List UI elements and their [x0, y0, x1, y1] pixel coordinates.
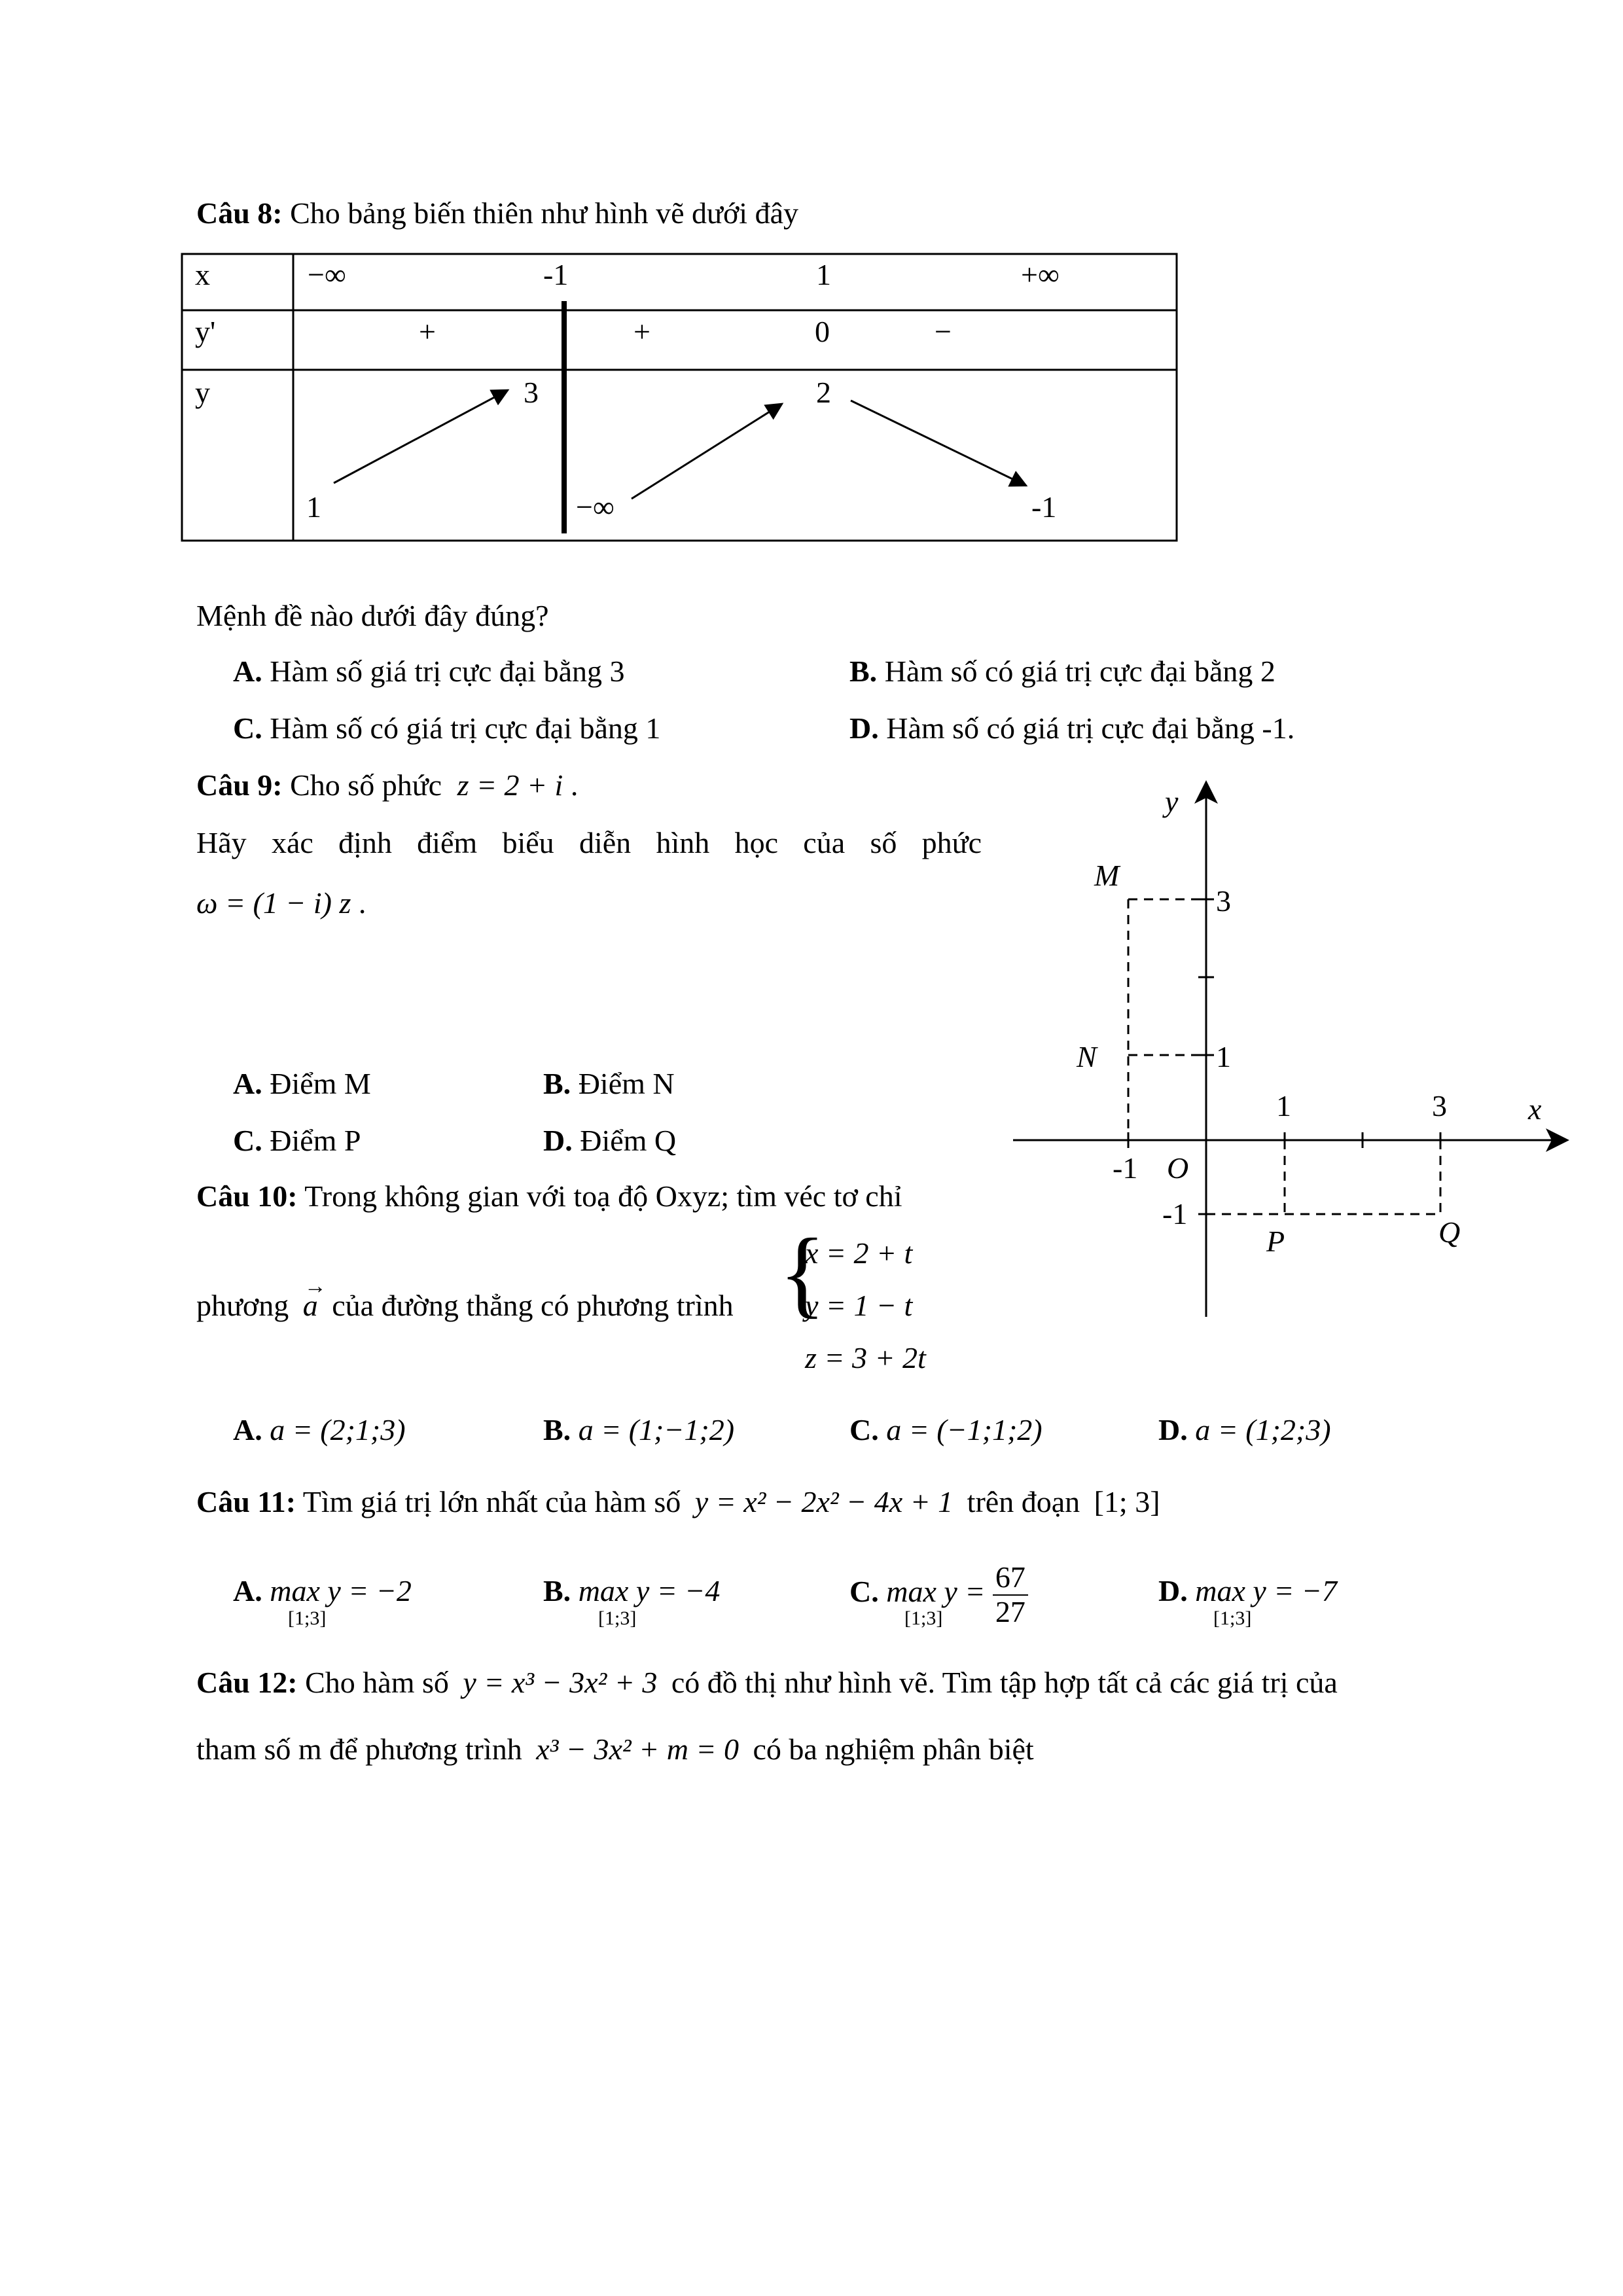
row-y-label: y [195, 376, 210, 409]
point-M-label: M [1094, 859, 1120, 892]
option-text: Điểm Q [580, 1124, 677, 1157]
option-max: max [270, 1574, 320, 1607]
option-letter: C. [233, 711, 262, 745]
q12-line2-pre: tham số m để phương trình [196, 1732, 522, 1766]
yprime-sign-2: + [633, 315, 651, 348]
option-letter: C. [849, 1575, 879, 1609]
q11-interval: [1; 3] [1094, 1485, 1160, 1518]
yprime-zero: 0 [815, 315, 830, 348]
q10-text: Trong không gian với toạ độ Oxyz; tìm véc tơ chỉ [304, 1179, 902, 1213]
q10-line2 [196, 1274, 734, 1322]
option-letter: B. [543, 1413, 571, 1446]
q10-option-c[interactable] [849, 1415, 1043, 1445]
q11-heading [196, 1487, 1160, 1517]
q11-label: Câu 11: [196, 1485, 296, 1518]
option-letter: B. [543, 1574, 571, 1607]
q10-heading [196, 1181, 902, 1211]
option-max: max [1195, 1574, 1245, 1607]
system-eq-1: x = 2 + t [805, 1236, 913, 1270]
y-low-neg1: -1 [1031, 490, 1057, 524]
point-P-label: P [1266, 1225, 1285, 1258]
option-text: a = (−1;1;2) [886, 1413, 1043, 1446]
y-low-neg-inf: −∞ [576, 490, 615, 524]
y-high-2: 2 [816, 376, 831, 409]
fraction-denominator: 27 [995, 1594, 1026, 1628]
option-text: a = (1;2;3) [1195, 1413, 1331, 1446]
q11-option-b[interactable] [543, 1576, 720, 1606]
option-text: a = (1;−1;2) [578, 1413, 735, 1446]
q9-label: Câu 9: [196, 768, 283, 802]
option-letter: B. [543, 1067, 571, 1100]
option-text: Hàm số có giá trị cực đại bằng -1. [886, 711, 1295, 745]
q10-option-d[interactable] [1158, 1415, 1331, 1445]
q12-text2: có đồ thị như hình vẽ. Tìm tập hợp tất cả các giá trị của [671, 1666, 1338, 1699]
option-max: max [886, 1575, 936, 1609]
q11-option-c-sub: [1;3] [904, 1607, 943, 1629]
option-letter: D. [849, 711, 879, 745]
q10-option-b[interactable] [543, 1415, 734, 1445]
q11-on: trên đoạn [967, 1485, 1080, 1518]
q11-option-a-sub: [1;3] [288, 1607, 327, 1629]
point-Q-label: Q [1438, 1215, 1461, 1249]
q10-line2-pre: phương [196, 1289, 289, 1322]
option-text: Điểm P [270, 1124, 361, 1157]
q12-line1 [196, 1668, 1338, 1698]
q10-line2-post: của đường thẳng có phương trình [332, 1289, 734, 1322]
option-letter: D. [1158, 1574, 1188, 1607]
option-letter: C. [849, 1413, 879, 1446]
q12-line2 [196, 1734, 1034, 1765]
option-letter: A. [233, 655, 262, 688]
system-brace: { [779, 1219, 826, 1327]
yprime-sign-3: − [935, 315, 952, 348]
option-rhs: y = [944, 1575, 986, 1609]
point-N-label: N [1077, 1040, 1097, 1073]
q11-option-b-sub: [1;3] [598, 1607, 637, 1629]
q12-eq: x³ − 3x² + m = 0 [536, 1732, 739, 1766]
y-axis-label: y [1165, 785, 1179, 818]
x-neg-inf: −∞ [308, 258, 346, 291]
row-yprime-label: y' [195, 315, 216, 348]
q11-option-d-sub: [1;3] [1213, 1607, 1252, 1629]
option-rhs: y = −2 [327, 1574, 412, 1607]
system-eq-3: z = 3 + 2t [805, 1341, 926, 1374]
tick-x-3: 3 [1432, 1089, 1447, 1122]
option-rhs: y = −4 [635, 1574, 721, 1607]
option-text: Hàm số có giá trị cực đại bằng 2 [884, 655, 1275, 688]
tick-y-3: 3 [1216, 884, 1231, 918]
q8-label: Câu 8: [196, 196, 283, 230]
q10-label: Câu 10: [196, 1179, 298, 1213]
option-text: Hàm số giá trị cực đại bằng 3 [270, 655, 625, 688]
q12-label: Câu 12: [196, 1666, 298, 1699]
option-letter: B. [849, 655, 878, 688]
q9-z-expr: z = 2 + i [457, 768, 563, 802]
vector-a: → a [302, 1274, 327, 1322]
tick-x-neg1: -1 [1113, 1151, 1138, 1185]
q10-option-a[interactable] [233, 1415, 406, 1445]
fraction-numerator: 67 [993, 1561, 1028, 1596]
option-letter: A. [233, 1067, 262, 1100]
option-max: max [578, 1574, 629, 1607]
option-text: Điểm N [578, 1067, 675, 1100]
q11-option-a[interactable] [233, 1576, 412, 1606]
q12-func: y = x³ − 3x² + 3 [463, 1666, 658, 1699]
q9-line2: Hãy xác định điểm biểu diễn hình học của số phức [196, 826, 982, 859]
fraction-67-27 [993, 1561, 1028, 1628]
q12-line2-post: có ba nghiệm phân biệt [753, 1732, 1034, 1766]
q12-text1: Cho hàm số [305, 1666, 449, 1699]
origin-label: O [1167, 1151, 1189, 1185]
q11-text: Tìm giá trị lớn nhất của hàm số [302, 1485, 681, 1518]
system-eq-2: y = 1 − t [805, 1289, 913, 1322]
y-low-1: 1 [306, 490, 321, 524]
row-x-label: x [195, 258, 210, 291]
option-text: a = (2;1;3) [270, 1413, 406, 1446]
option-text: Hàm số có giá trị cực đại bằng 1 [270, 711, 661, 745]
q8-text: Cho bảng biến thiên như hình vẽ dưới đây [290, 196, 798, 230]
yprime-sign-1: + [419, 315, 436, 348]
q9-heading: Câu 9: Cho số phức z = 2 + i . [196, 768, 579, 802]
q9-text: Cho số phức [290, 768, 442, 802]
x-pos-inf: +∞ [1021, 258, 1060, 291]
x-1: 1 [816, 258, 831, 291]
option-text: Điểm M [270, 1067, 371, 1100]
q11-option-d[interactable] [1158, 1576, 1337, 1606]
option-letter: D. [1158, 1413, 1188, 1446]
q9-omega-expr: ω = (1 − i) z . [196, 886, 366, 920]
y-high-3: 3 [524, 376, 539, 409]
tick-x-1: 1 [1276, 1089, 1291, 1122]
option-letter: A. [233, 1574, 262, 1607]
option-letter: D. [543, 1124, 573, 1157]
q8-prompt: Mệnh đề nào dưới đây đúng? [196, 599, 549, 632]
option-rhs: y = −7 [1253, 1574, 1337, 1607]
omega-expr: ω = (1 − i) z [196, 886, 351, 920]
option-letter: A. [233, 1413, 262, 1446]
tick-y-1: 1 [1216, 1040, 1231, 1073]
x-axis-label: x [1528, 1092, 1542, 1126]
option-letter: C. [233, 1124, 262, 1157]
tick-y-neg1: -1 [1162, 1197, 1188, 1230]
x-neg1: -1 [543, 258, 569, 291]
q11-func: y = x² − 2x² − 4x + 1 [694, 1485, 954, 1518]
